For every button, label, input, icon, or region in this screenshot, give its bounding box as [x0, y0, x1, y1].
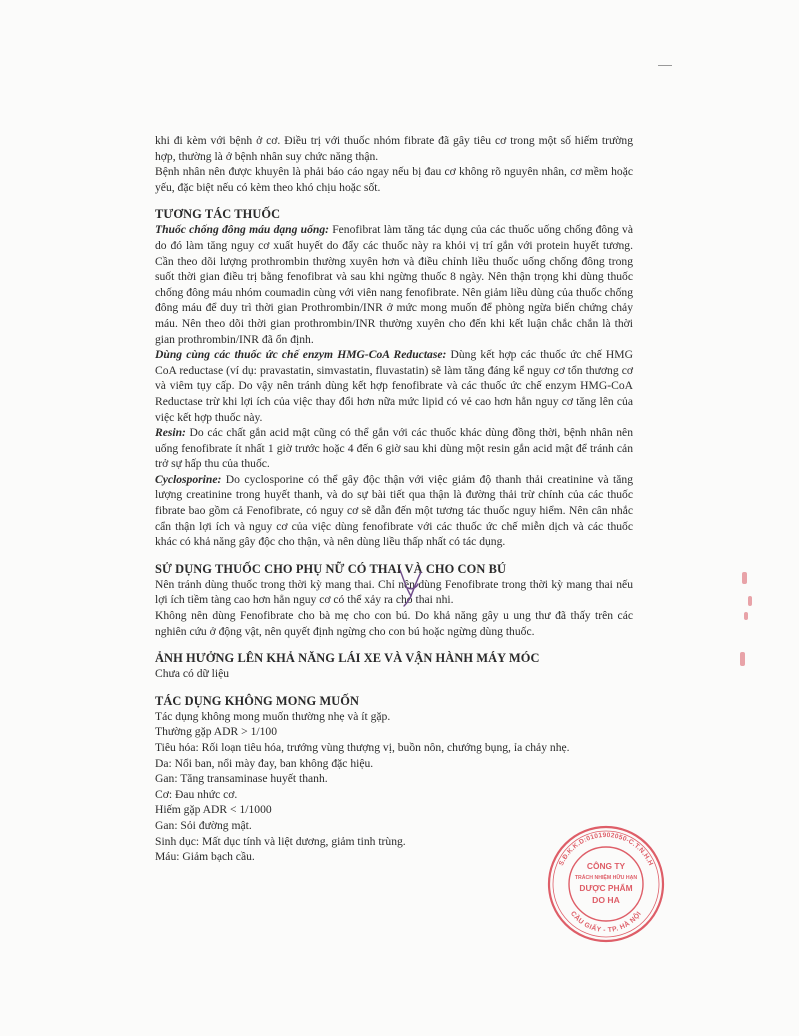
- adverse-line: Da: Nổi ban, nổi mày đay, ban không đặc hiệu.: [155, 756, 374, 770]
- adverse-line: Gan: Sỏi đường mật.: [155, 818, 252, 832]
- anticoagulant-paragraph: [155, 222, 633, 347]
- section-heading-pregnancy: SỬ DỤNG THUỐC CHO PHỤ NỮ CÓ THAI VÀ CHO CON BÚ: [155, 561, 506, 576]
- pregnancy-paragraph: Nên tránh dùng thuốc trong thời kỳ mang thai. Chỉ nên dùng Fenofibrate trong thời kỳ mang thai nếu lợi ích tiềm tàng cao hơn hẳn nguy cơ có thể xảy ra cho thai nhi.: [155, 577, 633, 607]
- hmg-text: Dùng kết hợp các thuốc ức chế HMG CoA reductase (ví dụ: pravastatin, simvastatin, fluvastatin) sẽ làm tăng đáng kể nguy cơ tổn thương cơ và viêm tụy cấp. Do vậy nên tránh dùng kết hợp fenofibrate và các thuốc ức chế enzym HMG-CoA Reductase trừ khi lợi ích của việc thay đổi hơn nữa mức lipid có vẻ cao hơn hẳn nguy cơ tăng lên của việc kết hợp thuốc này.: [155, 348, 633, 424]
- edge-mark: [748, 596, 752, 606]
- edge-mark: [740, 652, 745, 666]
- corner-mark: [658, 65, 672, 66]
- seal-line-company: CÔNG TY: [586, 861, 626, 871]
- cyclosporine-lead: Cyclosporine:: [155, 472, 222, 486]
- anticoagulant-text: Fenofibrat làm tăng tác dụng của các thuốc uống chống đông và do đó làm tăng nguy cơ xuất huyết do đẩy các thuốc này ra khỏi vị trí gắn với protein huyết tương. Cần theo dõi lượng prothrombin thường xuyên hơn và điều chỉnh liều thuốc uống chống đông trong suốt thời gian điều trị bằng fenofibrat và sau khi ngừng thuốc 8 ngày. Nên thận trọng khi dùng thuốc chống đông máu nhóm coumadin cùng với viên nang fenofibrate. Nên giảm liều dùng của thuốc chống đông máu để duy trì thời gian Prothrombin/INR ở mức mong muốn để phòng ngừa biến chứng chảy máu. Nên theo dõi thời gian prothrombin/INR thường xuyên cho đến khi kết luận chắc chắn là thời gian prothrombin/INR đã ổn định.: [155, 223, 633, 346]
- adverse-line: Cơ: Đau nhức cơ.: [155, 787, 238, 801]
- intro-paragraph: khi đi kèm với bệnh ở cơ. Điều trị với thuốc nhóm fibrate đã gây tiêu cơ trong một số hiếm trường hợp, thường là ở bệnh nhân suy chức năng thận.: [155, 134, 633, 163]
- document-page: [155, 133, 633, 865]
- seal-ring-bottom: CẦU GIẤY - TP. HÀ NỘI: [568, 910, 644, 935]
- edge-mark: [744, 612, 748, 620]
- adverse-line: Tiêu hóa: Rối loạn tiêu hóa, trướng vùng thượng vị, buồn nôn, chướng bụng, ỉa chảy nhẹ.: [155, 741, 570, 754]
- seal-ring-top: S.Đ.K.K.D:0101902050-C.T.N.H.H: [557, 831, 655, 867]
- lactation-paragraph: Không nên dùng Fenofibrate cho bà mẹ cho con bú. Do khả năng gây u ung thư đã thấy trên các nghiên cứu ở động vật, nên quyết định ngừng cho con bú hoặc ngừng dùng thuốc.: [155, 609, 633, 638]
- section-heading-adverse: TÁC DỤNG KHÔNG MONG MUỐN: [155, 693, 360, 708]
- anticoagulant-lead: Thuốc chống đông máu dạng uống:: [155, 223, 329, 237]
- section-heading-driving: ẢNH HƯỞNG LÊN KHẢ NĂNG LÁI XE VÀ VẬN HÀNH MÁY MÓC: [155, 651, 540, 666]
- adverse-line: Thường gặp ADR > 1/100: [155, 725, 278, 739]
- resin-text: Do các chất gắn acid mật cũng có thể gắn với các thuốc khác dùng đồng thời, bệnh nhân nên uống fenofibrate ít nhất 1 giờ trước hoặc 4 đến 6 giờ sau khi dùng một resin gắn acid mật để tránh cản trở sự hấp thu của thuốc.: [155, 426, 633, 471]
- driving-text: Chưa có dữ liệu: [155, 667, 230, 681]
- adverse-line: Sinh dục: Mất dục tính và liệt dương, giảm tinh trùng.: [155, 834, 406, 848]
- company-seal: [545, 823, 667, 945]
- seal-line-type: TRÁCH NHIỆM HỮU HẠN: [574, 875, 638, 881]
- cyclosporine-text: Do cyclosporine có thể gây độc thận với việc giảm độ thanh thải creatinine và tăng lượng creatinine trong huyết thanh, và do sự bài tiết qua thận là đường thải trừ chính của các thuốc fibrate bao gồm cả Fenofibrate, có nguy cơ sẽ dẫn đến một tương tác thuốc nguy hiểm. Nên cân nhắc cẩn thận lợi ích và nguy cơ của việc dùng fenofibrate với các thuốc ức chế miễn dịch và các thuốc khác có khả năng gây độc cho thận, và nên dùng liều thấp nhất có tác dụng.: [155, 472, 633, 549]
- signature-mark: [394, 566, 428, 608]
- seal-line-name: DO HA: [592, 895, 620, 905]
- edge-mark: [742, 572, 747, 584]
- hmg-paragraph: [155, 347, 633, 425]
- hmg-lead: Dùng cùng các thuốc ức chế enzym HMG-CoA Reductase:: [155, 348, 447, 362]
- seal-line-pharma: DƯỢC PHẨM: [579, 883, 633, 893]
- adverse-line: Gan: Tăng transaminase huyết thanh.: [155, 772, 328, 786]
- adverse-line: Tác dụng không mong muốn thường nhẹ và ít gặp.: [155, 709, 391, 723]
- section-heading-interactions: TƯƠNG TÁC THUỐC: [155, 207, 281, 222]
- resin-lead: Resin:: [155, 426, 186, 440]
- adverse-line: Hiếm gặp ADR < 1/1000: [155, 803, 272, 817]
- intro-paragraph: Bệnh nhân nên được khuyên là phải báo cáo ngay nếu bị đau cơ không rõ nguyên nhân, cơ mềm hoặc yếu, đặc biệt nếu có kèm theo khó chịu hoặc sốt.: [155, 165, 633, 194]
- adverse-line: Máu: Giảm bạch cầu.: [155, 850, 255, 864]
- cyclosporine-paragraph: [155, 472, 633, 550]
- resin-paragraph: [155, 425, 633, 472]
